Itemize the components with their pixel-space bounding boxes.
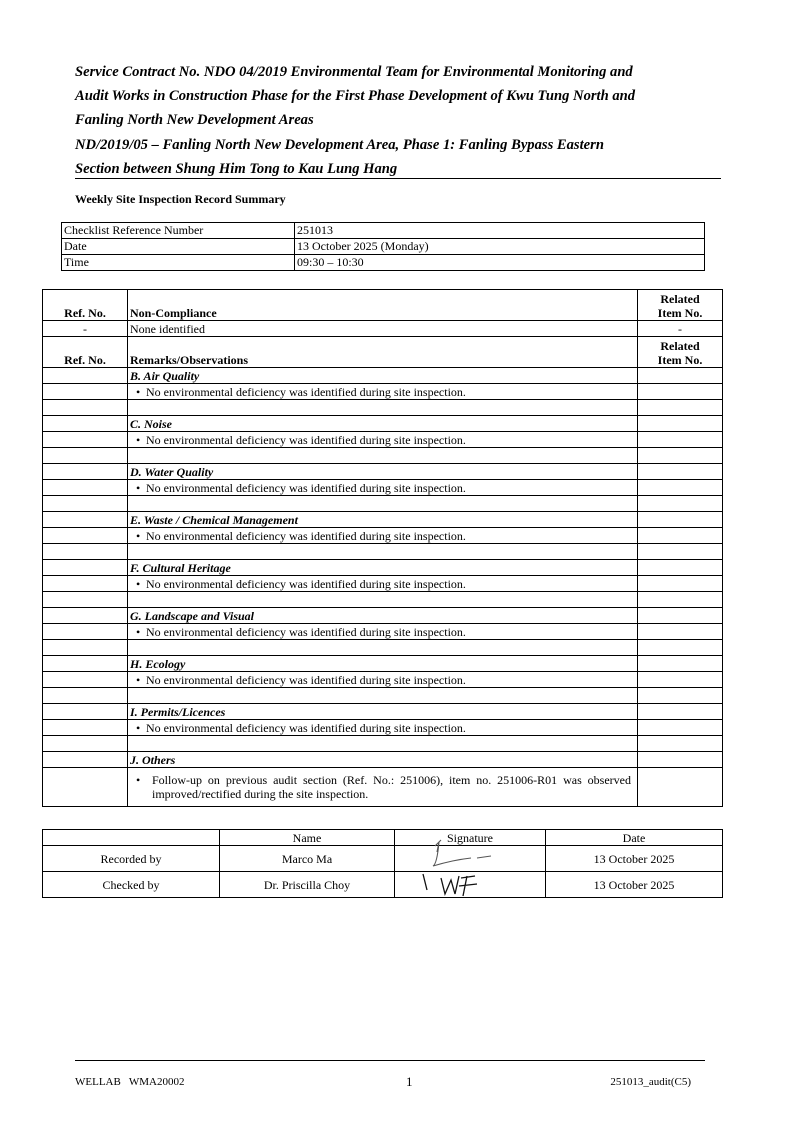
ref-cell bbox=[43, 704, 128, 720]
sign-date: 13 October 2025 bbox=[546, 872, 723, 898]
related-cell bbox=[638, 464, 723, 480]
sign-header bbox=[43, 830, 220, 846]
related-cell bbox=[638, 496, 723, 512]
related-header-line: Related bbox=[660, 292, 700, 306]
category-title: E. Waste / Chemical Management bbox=[128, 512, 638, 528]
ref-cell bbox=[43, 480, 128, 496]
related-cell bbox=[638, 736, 723, 752]
bullet-marker: • bbox=[136, 529, 141, 543]
related-cell bbox=[638, 720, 723, 736]
bullet-marker: • bbox=[136, 673, 141, 687]
title-line: ND/2019/05 – Fanling North New Development Area, Phase 1: Fanling Bypass Eastern bbox=[75, 136, 604, 153]
ref-cell bbox=[43, 416, 128, 432]
bullet-marker: • bbox=[136, 773, 141, 787]
category-title: I. Permits/Licences bbox=[128, 704, 638, 720]
ref-cell bbox=[43, 432, 128, 448]
sign-role: Checked by bbox=[43, 872, 220, 898]
ref-cell bbox=[43, 528, 128, 544]
remark-text bbox=[128, 576, 638, 592]
table-row bbox=[43, 448, 723, 464]
remark-text bbox=[128, 672, 638, 688]
sign-date: 13 October 2025 bbox=[546, 846, 723, 872]
ref-cell bbox=[43, 768, 128, 807]
related-cell bbox=[638, 640, 723, 656]
remarks-title-header: Remarks/Observations bbox=[128, 337, 638, 368]
remark-text bbox=[128, 480, 638, 496]
bullet-item bbox=[130, 769, 635, 805]
ref-cell bbox=[43, 752, 128, 768]
bullet-text: No environmental deficiency was identified during site inspection. bbox=[146, 577, 466, 591]
bullet-marker: • bbox=[136, 577, 141, 591]
table-row bbox=[43, 830, 723, 846]
footer-left: WELLAB WMA20002 bbox=[75, 1076, 185, 1088]
info-value: 09:30 – 10:30 bbox=[295, 255, 705, 271]
table-row bbox=[43, 528, 723, 544]
ref-cell bbox=[43, 736, 128, 752]
related-cell bbox=[638, 656, 723, 672]
table-row bbox=[43, 400, 723, 416]
info-label: Checklist Reference Number bbox=[62, 223, 295, 239]
sign-header: Signature bbox=[395, 830, 546, 846]
bullet-marker: • bbox=[136, 625, 141, 639]
table-row bbox=[62, 255, 705, 271]
table-row bbox=[43, 720, 723, 736]
category-title: G. Landscape and Visual bbox=[128, 608, 638, 624]
section-heading: Weekly Site Inspection Record Summary bbox=[75, 192, 286, 206]
table-row bbox=[43, 846, 723, 872]
signature-image bbox=[397, 836, 537, 870]
related-cell bbox=[638, 672, 723, 688]
nc-row bbox=[43, 321, 723, 337]
ref-cell bbox=[43, 608, 128, 624]
ref-cell bbox=[43, 656, 128, 672]
remark-text bbox=[128, 624, 638, 640]
bullet-item bbox=[130, 625, 466, 639]
category-title: H. Ecology bbox=[128, 656, 638, 672]
table-row bbox=[43, 480, 723, 496]
table-row bbox=[43, 624, 723, 640]
table-row bbox=[43, 656, 723, 672]
related-header bbox=[638, 290, 723, 321]
empty-cell bbox=[128, 448, 638, 464]
empty-cell bbox=[128, 496, 638, 512]
bullet-text: No environmental deficiency was identified during site inspection. bbox=[146, 481, 466, 495]
bullet-item bbox=[130, 721, 466, 735]
empty-cell bbox=[128, 688, 638, 704]
bullet-text: No environmental deficiency was identified during site inspection. bbox=[146, 673, 466, 687]
info-label: Time bbox=[62, 255, 295, 271]
table-row bbox=[43, 768, 723, 807]
info-value: 251013 bbox=[295, 223, 705, 239]
related-cell bbox=[638, 400, 723, 416]
related-header-line: Related bbox=[660, 339, 700, 353]
info-value: 13 October 2025 (Monday) bbox=[295, 239, 705, 255]
related-header-line: Item No. bbox=[657, 306, 703, 320]
sign-header: Date bbox=[546, 830, 723, 846]
related-cell bbox=[638, 576, 723, 592]
ref-cell bbox=[43, 384, 128, 400]
nc-header-row bbox=[43, 290, 723, 321]
empty-cell bbox=[128, 592, 638, 608]
ref-cell bbox=[43, 720, 128, 736]
ref-cell bbox=[43, 576, 128, 592]
empty-cell bbox=[128, 736, 638, 752]
bullet-marker: • bbox=[136, 721, 141, 735]
category-title: F. Cultural Heritage bbox=[128, 560, 638, 576]
info-label: Date bbox=[62, 239, 295, 255]
bullet-marker: • bbox=[136, 481, 141, 495]
remark-text bbox=[128, 384, 638, 400]
related-cell bbox=[638, 448, 723, 464]
related-cell bbox=[638, 688, 723, 704]
related-cell bbox=[638, 624, 723, 640]
ref-cell bbox=[43, 544, 128, 560]
table-row bbox=[62, 223, 705, 239]
title-line: Service Contract No. NDO 04/2019 Environmental Team for Environmental Monitoring and bbox=[75, 64, 633, 80]
table-row bbox=[43, 560, 723, 576]
table-row bbox=[43, 576, 723, 592]
table-row bbox=[43, 592, 723, 608]
related-cell bbox=[638, 480, 723, 496]
related-cell bbox=[638, 384, 723, 400]
related-header-line: Item No. bbox=[657, 353, 703, 367]
table-row bbox=[62, 239, 705, 255]
footer-divider bbox=[75, 1060, 705, 1061]
sign-header: Name bbox=[220, 830, 395, 846]
nc-text: None identified bbox=[128, 321, 638, 337]
bullet-text: No environmental deficiency was identified during site inspection. bbox=[146, 529, 466, 543]
bullet-text: No environmental deficiency was identified during site inspection. bbox=[146, 625, 466, 639]
remark-text bbox=[128, 432, 638, 448]
remarks-header-row bbox=[43, 337, 723, 368]
remark-text bbox=[128, 528, 638, 544]
related-cell bbox=[638, 416, 723, 432]
ref-cell bbox=[43, 368, 128, 384]
bullet-item bbox=[130, 433, 466, 447]
sign-name: Dr. Priscilla Choy bbox=[220, 872, 395, 898]
related-cell bbox=[638, 768, 723, 807]
related-cell bbox=[638, 512, 723, 528]
table-row bbox=[43, 736, 723, 752]
signature-image bbox=[397, 866, 537, 900]
bullet-text: No environmental deficiency was identified during site inspection. bbox=[146, 433, 466, 447]
related-cell bbox=[638, 528, 723, 544]
footer-right: 251013_audit(C5) bbox=[610, 1076, 691, 1088]
inspection-table bbox=[42, 289, 723, 807]
nc-related: - bbox=[638, 321, 723, 337]
ref-header: Ref. No. bbox=[43, 290, 128, 321]
title-line: Audit Works in Construction Phase for the First Phase Development of Kwu Tung North and bbox=[75, 88, 636, 105]
table-row bbox=[43, 688, 723, 704]
related-cell bbox=[638, 544, 723, 560]
bullet-text: No environmental deficiency was identified during site inspection. bbox=[146, 385, 466, 399]
ref-cell bbox=[43, 640, 128, 656]
sign-role: Recorded by bbox=[43, 846, 220, 872]
header-divider bbox=[75, 178, 721, 179]
bullet-text: Follow-up on previous audit section (Ref. No.: 251006), item no. 251006-R01 was observed improved/rectified during the site inspection. bbox=[152, 773, 631, 801]
category-title: J. Others bbox=[128, 752, 638, 768]
empty-cell bbox=[128, 640, 638, 656]
table-row bbox=[43, 544, 723, 560]
ref-cell bbox=[43, 624, 128, 640]
nc-title-header: Non-Compliance bbox=[128, 290, 638, 321]
ref-header: Ref. No. bbox=[43, 337, 128, 368]
empty-cell bbox=[128, 400, 638, 416]
sign-name: Marco Ma bbox=[220, 846, 395, 872]
signature-table bbox=[42, 829, 723, 898]
remark-text bbox=[128, 768, 638, 807]
ref-cell bbox=[43, 496, 128, 512]
ref-cell bbox=[43, 688, 128, 704]
table-row bbox=[43, 640, 723, 656]
related-cell bbox=[638, 560, 723, 576]
category-title: D. Water Quality bbox=[128, 464, 638, 480]
table-row bbox=[43, 512, 723, 528]
bullet-marker: • bbox=[136, 385, 141, 399]
related-header bbox=[638, 337, 723, 368]
table-row bbox=[43, 496, 723, 512]
ref-cell bbox=[43, 400, 128, 416]
related-cell bbox=[638, 608, 723, 624]
table-row bbox=[43, 672, 723, 688]
bullet-item bbox=[130, 673, 466, 687]
bullet-marker: • bbox=[136, 433, 141, 447]
related-cell bbox=[638, 752, 723, 768]
ref-cell bbox=[43, 560, 128, 576]
empty-cell bbox=[128, 544, 638, 560]
table-row bbox=[43, 704, 723, 720]
title-line: Fanling North New Development Areas bbox=[75, 112, 314, 129]
related-cell bbox=[638, 704, 723, 720]
table-row bbox=[43, 432, 723, 448]
table-row bbox=[43, 368, 723, 384]
ref-cell bbox=[43, 512, 128, 528]
title-line: Section between Shung Him Tong to Kau Lung Hang bbox=[75, 160, 398, 177]
category-title: B. Air Quality bbox=[128, 368, 638, 384]
table-row bbox=[43, 608, 723, 624]
ref-cell bbox=[43, 672, 128, 688]
table-row bbox=[43, 384, 723, 400]
bullet-item bbox=[130, 481, 466, 495]
related-cell bbox=[638, 432, 723, 448]
table-row bbox=[43, 416, 723, 432]
table-row bbox=[43, 464, 723, 480]
related-cell bbox=[638, 368, 723, 384]
category-title: C. Noise bbox=[128, 416, 638, 432]
page-number: 1 bbox=[406, 1074, 413, 1089]
bullet-item bbox=[130, 385, 466, 399]
nc-ref: - bbox=[43, 321, 128, 337]
ref-cell bbox=[43, 592, 128, 608]
remark-text bbox=[128, 720, 638, 736]
signature-cell bbox=[395, 872, 546, 898]
ref-cell bbox=[43, 464, 128, 480]
related-cell bbox=[638, 592, 723, 608]
ref-cell bbox=[43, 448, 128, 464]
info-table bbox=[61, 222, 705, 271]
document-title bbox=[75, 60, 715, 181]
bullet-item bbox=[130, 577, 466, 591]
bullet-item bbox=[130, 529, 466, 543]
table-row bbox=[43, 752, 723, 768]
bullet-text: No environmental deficiency was identified during site inspection. bbox=[146, 721, 466, 735]
table-row bbox=[43, 872, 723, 898]
